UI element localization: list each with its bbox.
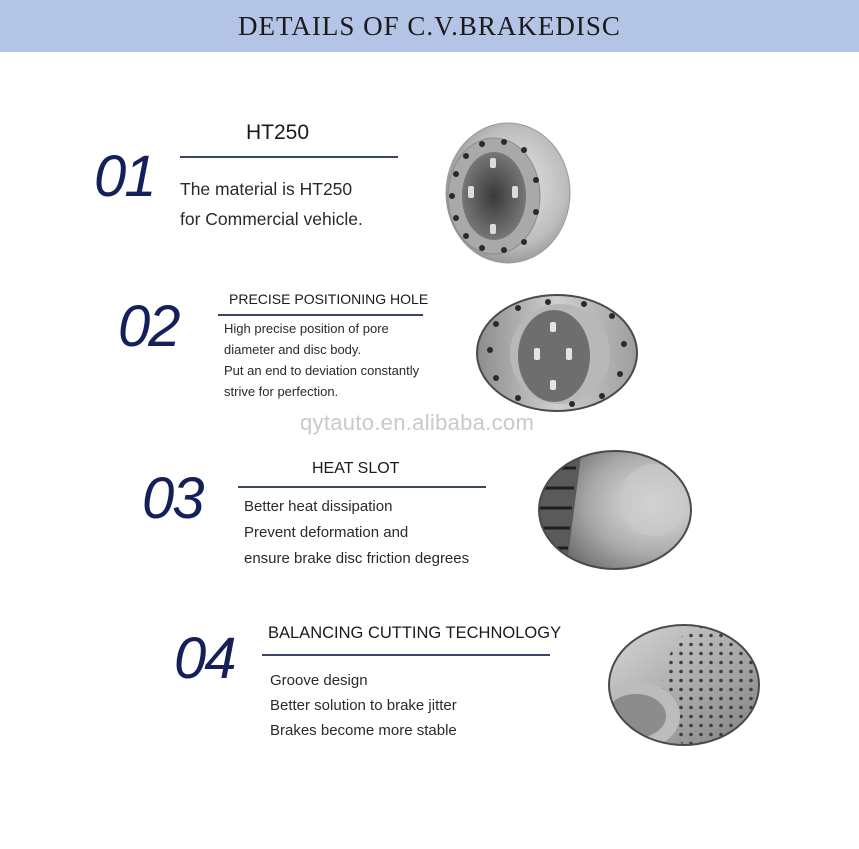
feature-title: BALANCING CUTTING TECHNOLOGY <box>268 624 562 642</box>
title-divider <box>262 654 550 656</box>
title-divider <box>180 156 398 158</box>
feature-number: 02 <box>118 294 179 359</box>
description-line: Better heat dissipation <box>244 498 393 515</box>
description-line: Brakes become more stable <box>270 722 457 739</box>
feature-description <box>244 494 469 572</box>
positioning-hole-closeup-image <box>474 292 640 414</box>
title-divider <box>218 314 423 316</box>
description-line: Put an end to deviation constantly <box>224 363 420 378</box>
description-line: ensure brake disc friction degrees <box>244 550 470 567</box>
description-line: Better solution to brake jitter <box>270 697 457 714</box>
feature-description <box>270 668 457 743</box>
title-divider <box>238 486 486 488</box>
header-banner <box>0 0 859 52</box>
heat-slot-closeup-image <box>536 448 694 572</box>
description-line: strive for perfection. <box>224 384 339 399</box>
feature-title: HT250 <box>246 121 310 144</box>
feature-description <box>180 174 363 234</box>
watermark: qytauto.en.alibaba.com <box>300 410 535 435</box>
description-line: The material is HT250 <box>180 179 353 199</box>
description-line: for Commercial vehicle. <box>180 209 363 229</box>
brake-disc-image <box>434 120 574 266</box>
feature-number: 03 <box>142 466 203 531</box>
feature-description <box>224 318 419 402</box>
feature-number: 04 <box>174 626 235 691</box>
feature-title: HEAT SLOT <box>312 460 400 477</box>
description-line: Prevent deformation and <box>244 524 409 541</box>
description-line: Groove design <box>270 672 368 689</box>
feature-title: PRECISE POSITIONING HOLE <box>229 291 429 307</box>
description-line: High precise position of pore <box>224 321 389 336</box>
cross-drilled-disc-image <box>606 622 762 748</box>
feature-number: 01 <box>94 144 155 209</box>
page-title: DETAILS OF C.V.BRAKEDISC <box>238 10 621 41</box>
description-line: diameter and disc body. <box>224 342 362 357</box>
